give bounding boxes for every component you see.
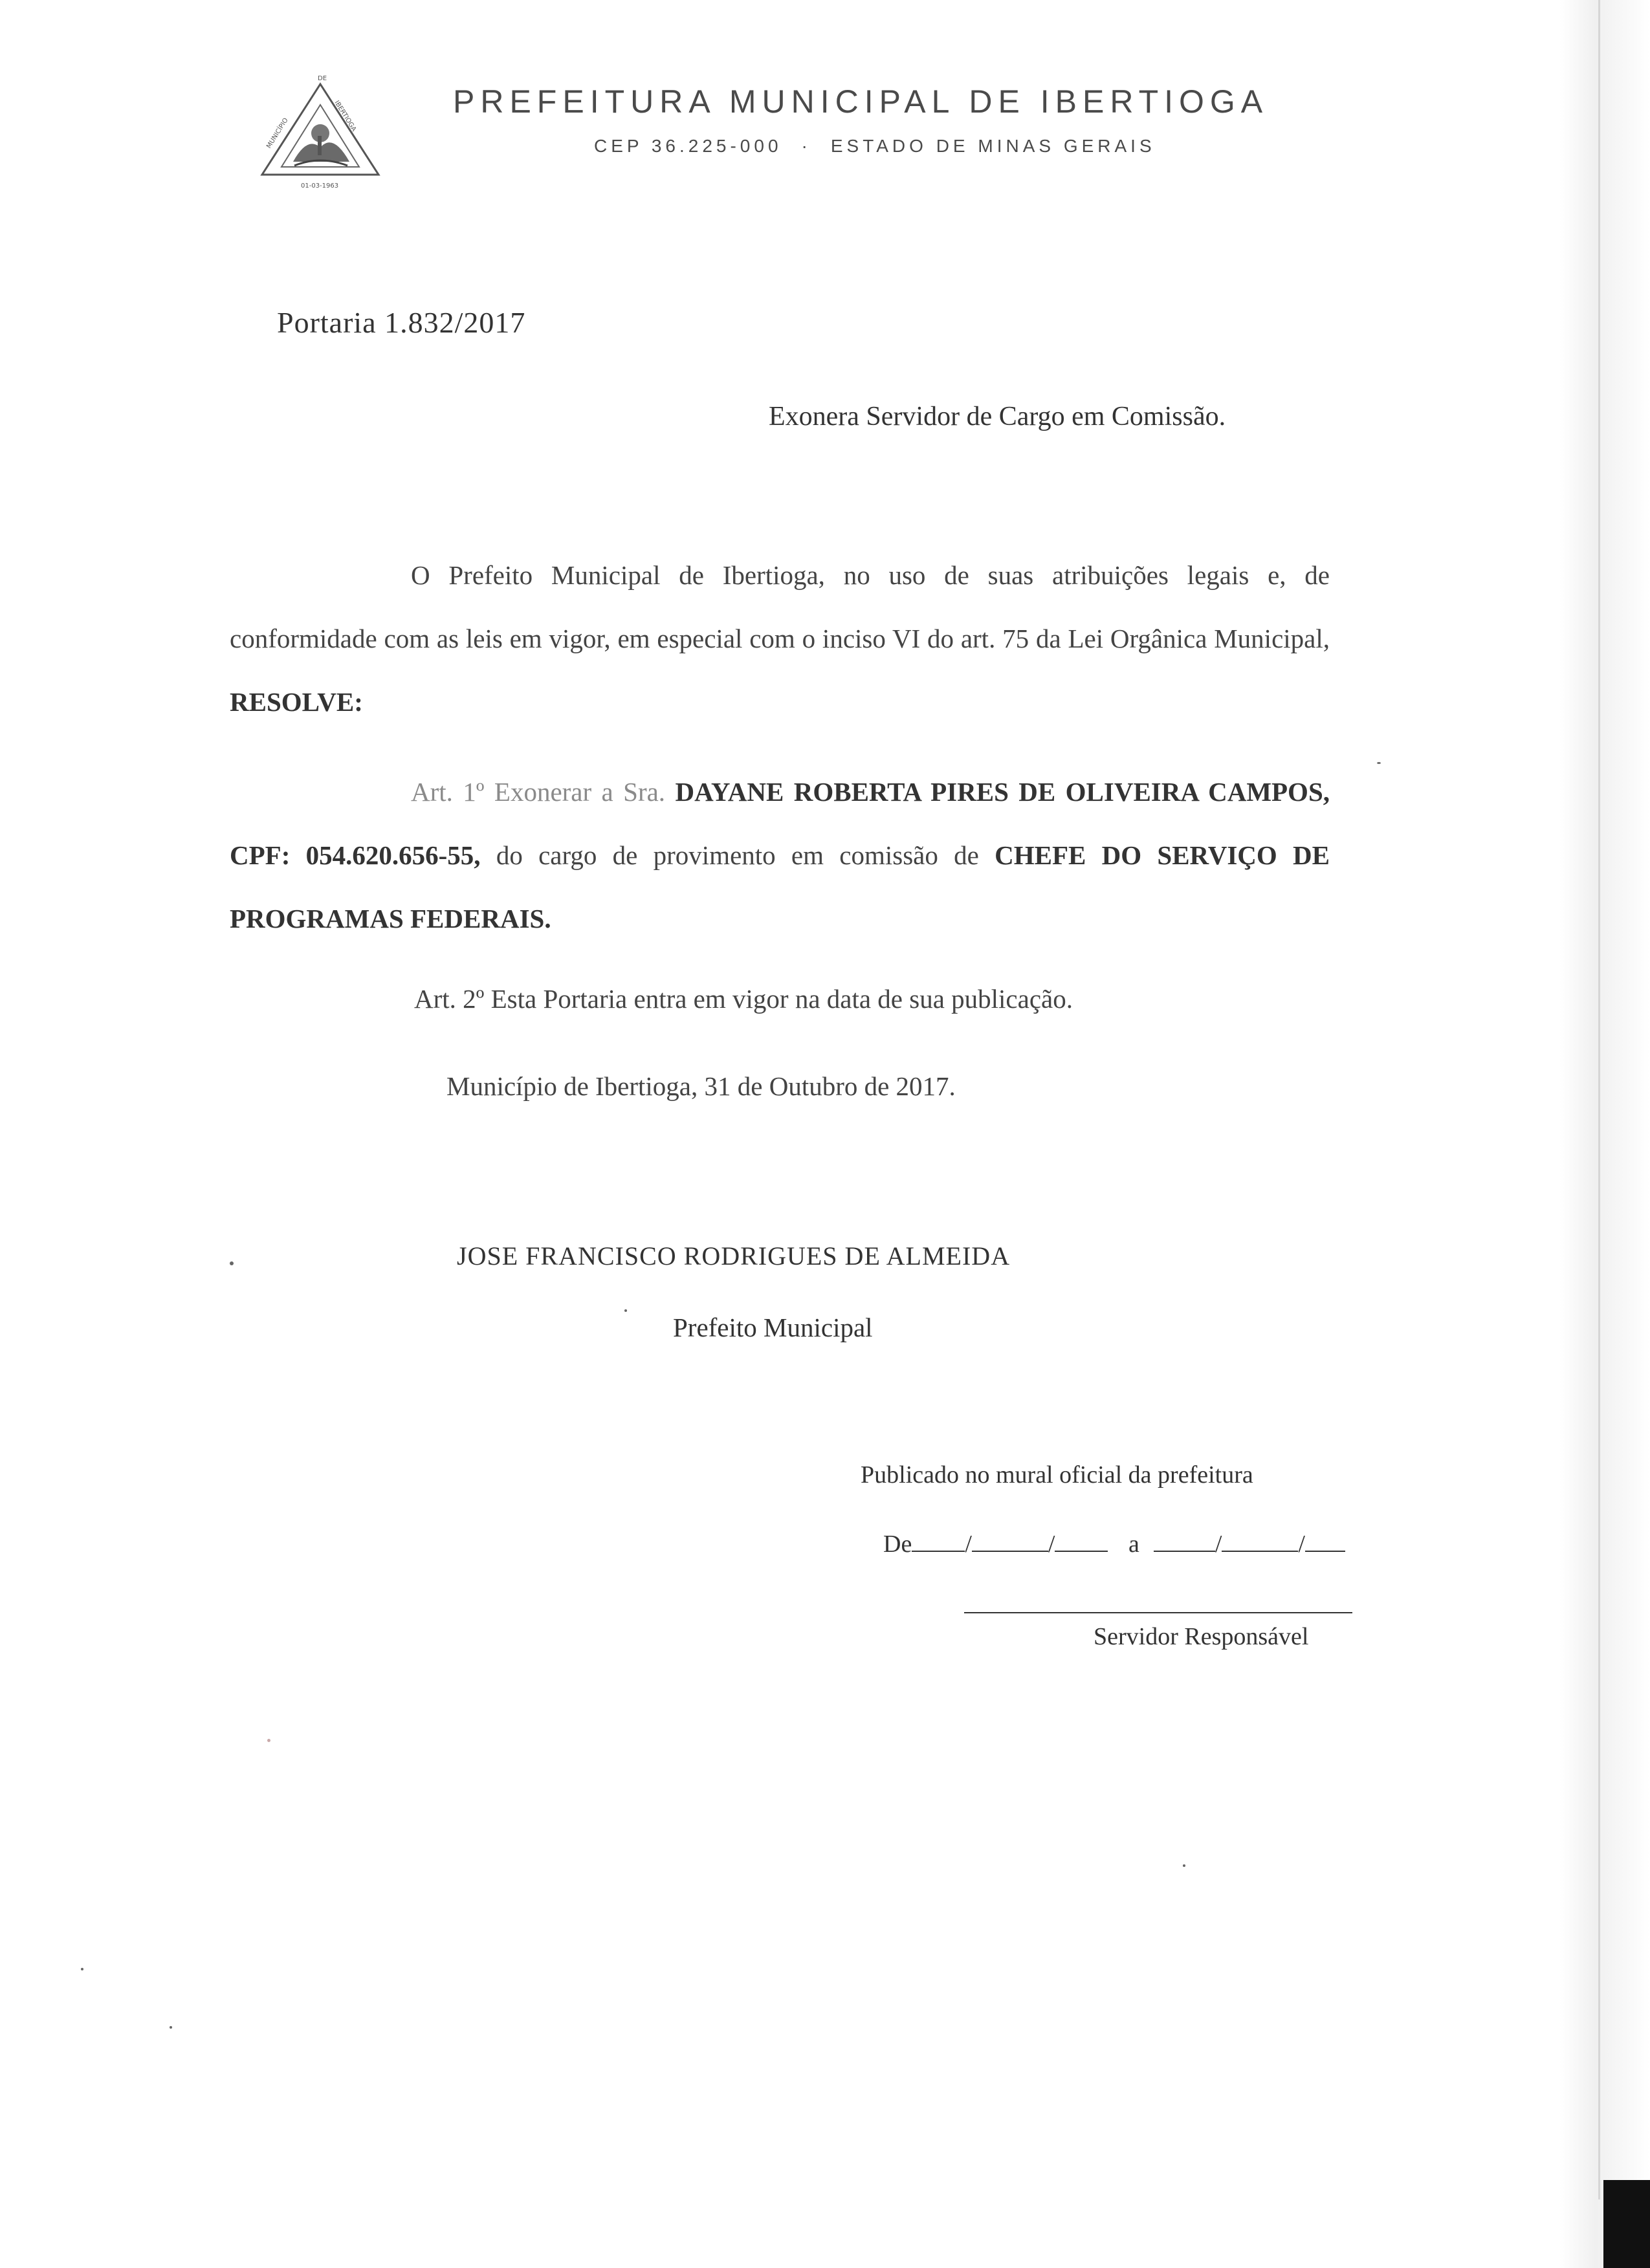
- article-1-middle: do cargo de provimento em comissão de: [496, 840, 979, 870]
- article-1-name: DAYANE ROBERTA PIRES DE OLIVEIRA CAMPOS, CPF: 054.620.656-55,: [230, 777, 1330, 870]
- publication-date-fields: [883, 1530, 1345, 1558]
- municipal-seal-icon: [256, 71, 385, 194]
- document-ementa: Exonera Servidor de Cargo em Comissão.: [769, 402, 1226, 431]
- to-month-blank: [1222, 1532, 1298, 1552]
- letterhead-separator: ·: [801, 136, 811, 156]
- from-slash-2: /: [1048, 1531, 1055, 1558]
- from-month-blank: [972, 1532, 1048, 1552]
- publication-to-label: a: [1128, 1531, 1139, 1558]
- from-year-blank: [1055, 1532, 1108, 1552]
- from-day-blank: [912, 1532, 965, 1552]
- scan-edge-line: [1598, 0, 1600, 2199]
- signer-role: Prefeito Municipal: [673, 1313, 873, 1342]
- scan-speck: [1377, 762, 1381, 764]
- letterhead-state: ESTADO DE MINAS GERAIS: [830, 136, 1156, 156]
- article-1-paragraph: [230, 760, 1330, 950]
- from-slash-1: /: [965, 1531, 972, 1558]
- signer-name: JOSE FRANCISCO RODRIGUES DE ALMEIDA: [457, 1241, 1011, 1270]
- scan-speck: [624, 1309, 627, 1312]
- document-title: Portaria 1.832/2017: [277, 306, 526, 339]
- seal-text-date: 01-03-1963: [301, 182, 339, 190]
- place-date: Município de Ibertioga, 31 de Outubro de 2017.: [446, 1071, 956, 1101]
- article-2-paragraph: Art. 2º Esta Portaria entra em vigor na data de sua publicação.: [414, 984, 1073, 1014]
- to-slash-1: /: [1215, 1531, 1222, 1558]
- seal-text-de: DE: [318, 75, 327, 82]
- seal-text-ibertioga: IBERTIOGA: [333, 99, 358, 133]
- preamble-text: O Prefeito Municipal de Ibertioga, no uso de suas atribuições legais e, de conformidade com as leis em vigor, em especial com o inciso VI do art. 75 da Lei Orgânica Municipal,: [230, 560, 1330, 653]
- scan-speck: [267, 1739, 270, 1742]
- preamble-resolve: RESOLVE:: [230, 687, 363, 717]
- scan-speck: [230, 1261, 234, 1265]
- letterhead-subtitle: [594, 136, 1306, 157]
- to-slash-2: /: [1298, 1531, 1305, 1558]
- publication-from-label: De: [883, 1531, 912, 1558]
- to-year-blank: [1305, 1532, 1345, 1552]
- scan-speck: [170, 2026, 172, 2029]
- scan-speck: [1183, 1864, 1185, 1867]
- scan-speck: [81, 1968, 83, 1970]
- article-1-lead: Art. 1º Exonerar a Sra.: [411, 777, 666, 807]
- publication-label: Publicado no mural oficial da prefeitura: [861, 1461, 1253, 1488]
- seal-text-municipio: MUNICÍPIO: [265, 116, 290, 150]
- scan-corner-mark: [1603, 2180, 1650, 2268]
- letterhead-title: PREFEITURA MUNICIPAL DE IBERTIOGA: [453, 83, 1269, 120]
- letterhead-cep: CEP 36.225-000: [594, 136, 782, 156]
- signature-line: [964, 1612, 1352, 1613]
- signature-label: Servidor Responsável: [1094, 1623, 1309, 1650]
- scan-edge-shadow: [1559, 0, 1650, 2268]
- preamble-paragraph: [230, 543, 1330, 734]
- article-1-office: CHEFE DO SERVIÇO DE PROGRAMAS FEDERAIS.: [230, 840, 1330, 933]
- to-day-blank: [1154, 1532, 1215, 1552]
